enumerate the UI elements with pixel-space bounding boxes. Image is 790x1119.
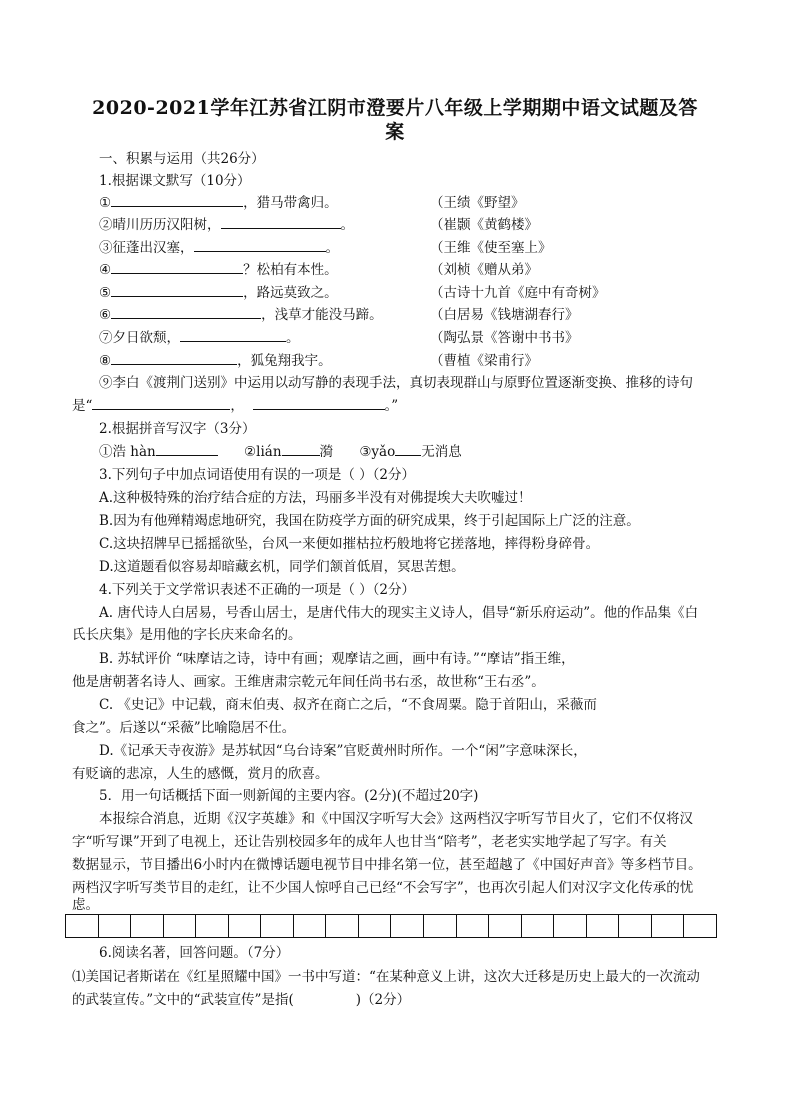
answer-blank[interactable]: [282, 443, 320, 456]
answer-blank[interactable]: [111, 306, 261, 319]
question-3-heading: 3.下列句子中加点词语使用有误的一项是（ ）（2分）: [99, 467, 416, 483]
q2-items: ①浩 hàn ②lián 漪 ③yǎo 无消息: [99, 444, 462, 460]
grid-cell[interactable]: [294, 915, 327, 937]
grid-cell[interactable]: [652, 915, 685, 937]
q1-item-1: ① ，猎马带禽归。: [99, 195, 338, 211]
q3-option-a: A.这种极特殊的治疗结合症的方法，玛丽多半没有对佛提埃大夫吹嘘过！: [99, 490, 532, 506]
q4-option-b-cont: 他是唐朝著名诗人、画家。王维唐肃宗乾元年间任尚书右丞，故世称“王右丞”。: [72, 674, 545, 690]
question-6-heading: 6.阅读名著，回答问题。（7分）: [99, 945, 290, 961]
question-5-heading: 5．用一句话概括下面一则新闻的主要内容。(2分)(不超过20字): [99, 788, 479, 804]
grid-cell[interactable]: [554, 915, 587, 937]
answer-blank[interactable]: [111, 352, 237, 365]
q1-source-7: （陶弘景《答谢中书书》: [430, 330, 579, 346]
q1-source-5: （古诗十九首《庭中有奇树》: [430, 285, 606, 301]
grid-cell[interactable]: [587, 915, 620, 937]
q4-option-d-cont: 有贬谪的悲凉，人生的感慨，赏月的欣喜。: [72, 766, 329, 782]
answer-blank[interactable]: [221, 216, 341, 229]
answer-blank[interactable]: [111, 261, 243, 274]
q6-part-1-cont: 的武装宣传。”文中的“武装宣传”是指( )（2分）: [72, 992, 411, 1008]
grid-cell[interactable]: [522, 915, 555, 937]
grid-cell[interactable]: [66, 915, 99, 937]
grid-cell[interactable]: [457, 915, 490, 937]
q1-source-3: （王维《使至塞上》: [430, 240, 552, 256]
q3-option-c: C.这块招牌早已摇摇欲坠，台风一来便如摧枯拉朽般地将它搓落地，摔得粉身碎骨。: [99, 536, 600, 552]
question-1-heading: 1.根据课文默写（10分）: [99, 173, 251, 189]
q1-item-2: ②晴川历历汉阳树， 。: [99, 217, 354, 233]
q1-item-5: ⑤ ，路远莫致之。: [99, 285, 338, 301]
q5-news-line-2: 字“听写课”开到了电视上，还让告别校园多年的成年人也甘当“陪考”，老老实实地学起了写字。有关: [72, 834, 667, 850]
q4-option-a-cont: 氏长庆集》是用他的字长庆来命名的。: [72, 627, 302, 643]
q4-option-b: B. 苏轼评价 “味摩诘之诗，诗中有画；观摩诘之画，画中有诗。”“摩诘”指王维，: [99, 651, 575, 667]
q1-source-6: （白居易《钱塘湖春行》: [430, 307, 579, 323]
q6-part-1: ⑴美国记者斯诺在《红星照耀中国》一书中写道：“在某种意义上讲，这次大迁移是历史上最大的一次流动: [72, 969, 700, 985]
grid-cell[interactable]: [229, 915, 262, 937]
q1-source-1: （王绩《野望》: [430, 195, 525, 211]
q3-option-b: B.因为有他殚精竭虑地研究，我国在防疫学方面的研究成果，终于引起国际上广泛的注意。: [99, 513, 640, 529]
grid-cell[interactable]: [326, 915, 359, 937]
answer-blank[interactable]: [111, 194, 243, 207]
answer-blank[interactable]: [92, 397, 230, 410]
answer-blank[interactable]: [395, 443, 421, 456]
q5-news-line-4: 两档汉字听写类节目的走红，让不少国人惊呼自己已经“不会写字”，也再次引起人们对汉字文化传承的忧: [72, 880, 694, 896]
grid-cell[interactable]: [619, 915, 652, 937]
grid-cell[interactable]: [424, 915, 457, 937]
answer-grid[interactable]: [65, 914, 717, 938]
question-4-heading: 4.下列关于文学常识表述不正确的一项是（ ）（2分）: [99, 582, 416, 598]
grid-cell[interactable]: [261, 915, 294, 937]
answer-blank[interactable]: [194, 239, 326, 252]
answer-blank[interactable]: [111, 284, 243, 297]
grid-cell[interactable]: [164, 915, 197, 937]
q4-option-d: D.《记承天寺夜游》是苏轼因“乌台诗案”官贬黄州时所作。一个“闲”字意味深长，: [99, 743, 587, 759]
grid-cell[interactable]: [391, 915, 424, 937]
q1-source-8: （曹植《梁甫行》: [430, 353, 538, 369]
q5-news-line-5: 虑。: [72, 897, 99, 913]
q1-item-3: ③征蓬出汉塞， 。: [99, 240, 339, 256]
answer-blank[interactable]: [156, 443, 218, 456]
answer-blank[interactable]: [253, 397, 385, 410]
q4-option-a: A. 唐代诗人白居易，号香山居士，是唐代伟大的现实主义诗人，倡导“新乐府运动”。他的作品集《白: [99, 605, 699, 621]
grid-cell[interactable]: [684, 915, 716, 937]
grid-cell[interactable]: [359, 915, 392, 937]
question-2-heading: 2.根据拼音写汉字（3分）: [99, 421, 256, 437]
grid-cell[interactable]: [99, 915, 132, 937]
q1-source-4: （刘桢《赠从弟》: [430, 262, 538, 278]
section-heading: 一、积累与运用（共26分）: [99, 151, 265, 167]
q1-item-9-answer: 是“ ， 。”: [72, 398, 399, 414]
q1-item-6: ⑥ ，浅草才能没马蹄。: [99, 307, 383, 323]
q5-news-line-1: 本报综合消息，近期《汉字英雄》和《中国汉字听写大会》这两档汉字听写节目火了，它们不仅将汉: [99, 811, 693, 827]
grid-cell[interactable]: [131, 915, 164, 937]
q1-source-2: （崔颢《黄鹤楼》: [430, 217, 538, 233]
q1-item-7: ⑦夕日欲颓， 。: [99, 330, 300, 346]
grid-cell[interactable]: [196, 915, 229, 937]
page-title-cont: 案: [385, 121, 405, 143]
grid-cell[interactable]: [489, 915, 522, 937]
q1-item-4: ④ ？松柏有本性。: [99, 262, 338, 278]
q4-option-c: C. 《史记》中记载，商末伯夷、叔齐在商亡之后，“不食周粟。隐于首阳山，采薇而: [99, 697, 597, 713]
q5-news-line-3: 数据显示，节目播出6小时内在微博话题电视节目中排名第一位，甚至超越了《中国好声音》等多档节目。: [72, 857, 702, 873]
q1-item-8: ⑧ ，狐兔翔我宇。: [99, 353, 332, 369]
answer-blank[interactable]: [180, 329, 286, 342]
q3-option-d: D.这道题看似容易却暗藏玄机，同学们颔首低眉，冥思苦想。: [99, 559, 465, 575]
q4-option-c-cont: 食之”。后遂以“采薇”比喻隐居不仕。: [72, 720, 296, 736]
page-title: 2020-2021学年江苏省江阴市澄要片八年级上学期期中语文试题及答: [92, 97, 698, 119]
q1-item-9: ⑨李白《渡荆门送别》中运用以动写静的表现手法，真切表现群山与原野位置逐渐变换、推移的诗句: [99, 375, 693, 391]
